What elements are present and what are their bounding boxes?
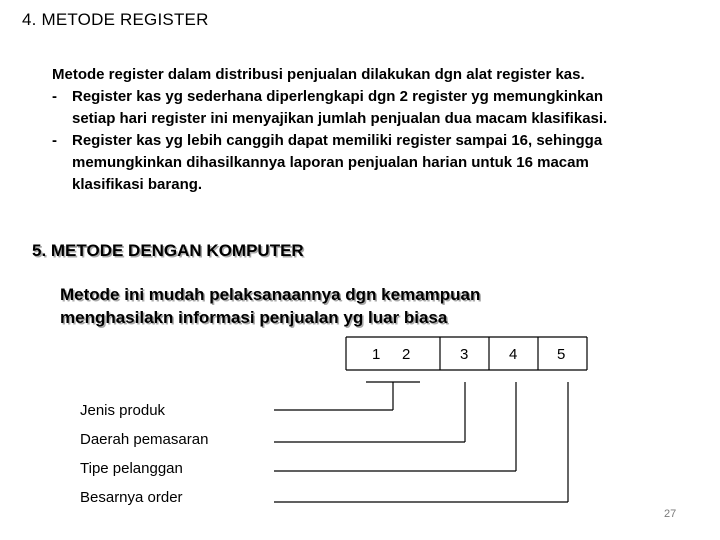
bullet-1-line-2: setiap hari register ini menyajikan jumlah penjualan dua macam klasifikasi. xyxy=(72,110,608,127)
label-tipe-pelanggan: Tipe pelanggan xyxy=(80,460,183,477)
register-number-4: 4 xyxy=(509,346,518,363)
bullet-2-marker: - xyxy=(52,132,57,149)
bullet-2-line-1: Register kas yg lebih canggih dapat memiliki register sampai 16, sehingga xyxy=(72,132,603,149)
label-jenis-produk: Jenis produk xyxy=(80,402,166,419)
page-number: 27 xyxy=(664,508,677,520)
register-number-5: 5 xyxy=(557,346,566,363)
register-number-2: 2 xyxy=(402,346,411,363)
register-number-3: 3 xyxy=(460,346,469,363)
section4-heading: 4. METODE REGISTER xyxy=(22,10,209,29)
section4-intro: Metode register dalam distribusi penjualan dilakukan dgn alat register kas. xyxy=(52,66,585,83)
bullet-2-line-2: memungkinkan dihasilkannya laporan penjualan harian untuk 16 macam xyxy=(72,154,589,171)
section5-heading: 5. METODE DENGAN KOMPUTER xyxy=(32,241,304,260)
label-daerah-pemasaran: Daerah pemasaran xyxy=(80,431,209,448)
bullet-1-marker: - xyxy=(52,88,57,105)
section5-body-line-2: menghasilakn informasi penjualan yg luar biasa xyxy=(60,308,448,327)
label-besarnya-order: Besarnya order xyxy=(80,489,183,506)
register-number-1: 1 xyxy=(372,346,381,363)
bullet-2-line-3: klasifikasi barang. xyxy=(72,176,203,193)
bullet-1-line-1: Register kas yg sederhana diperlengkapi dgn 2 register yg memungkinkan xyxy=(72,88,604,105)
section5-body-line-1: Metode ini mudah pelaksanaannya dgn kemampuan xyxy=(60,285,481,304)
